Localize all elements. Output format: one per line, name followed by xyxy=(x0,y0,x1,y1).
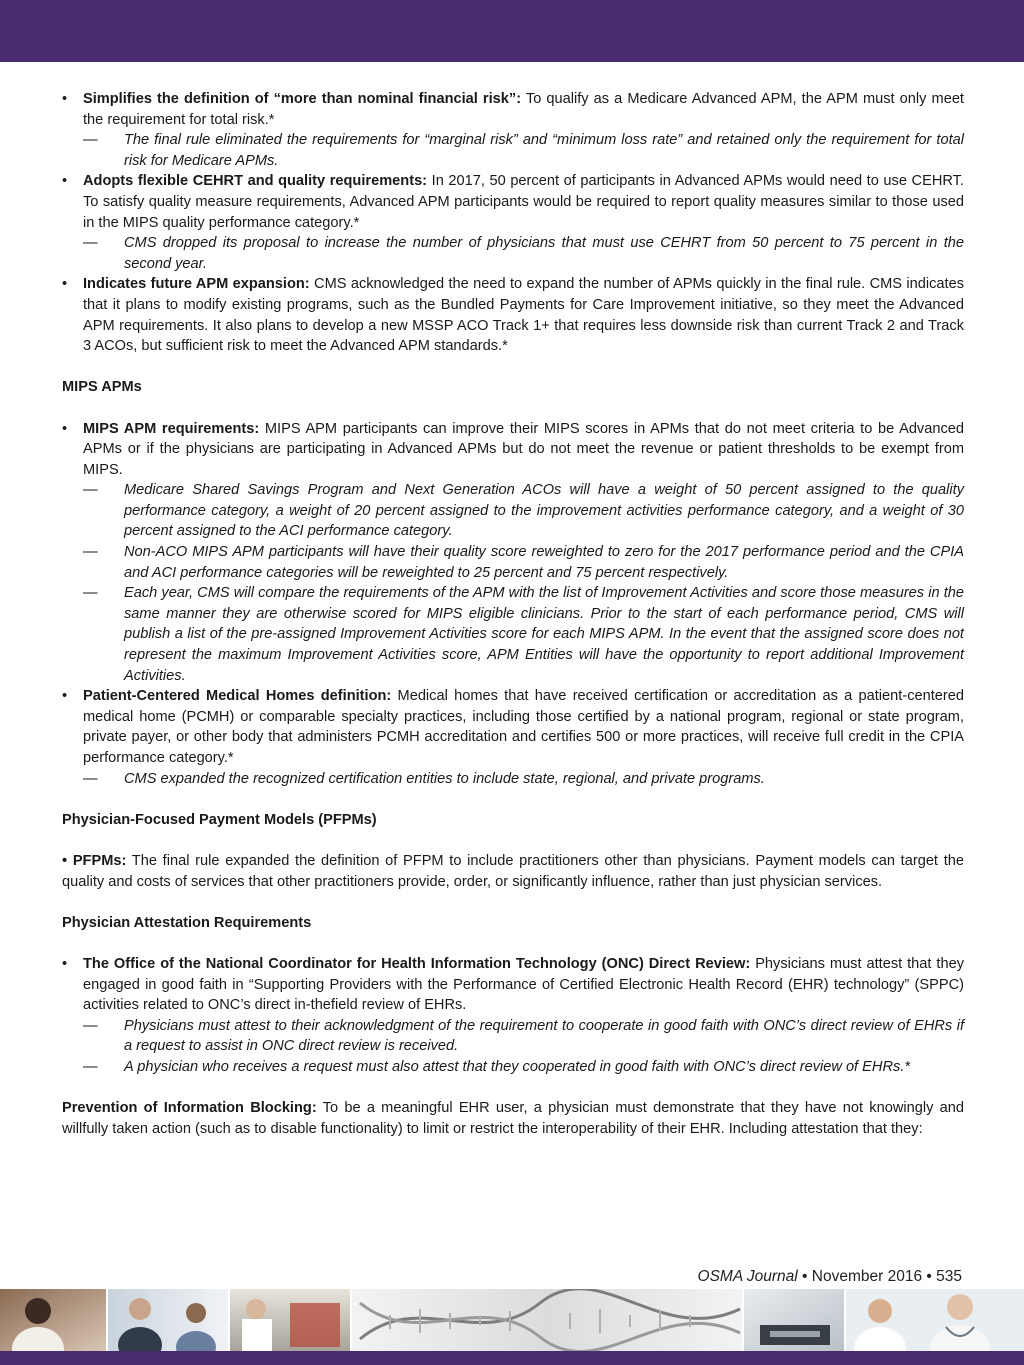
bullet-onc-direct-review xyxy=(62,954,964,1016)
dash-mark: — xyxy=(83,482,98,499)
footer-journal: OSMA Journal xyxy=(697,1268,798,1285)
dash-mark: — xyxy=(83,1058,98,1075)
dash-mark: — xyxy=(83,585,98,602)
prevention-paragraph xyxy=(62,1098,964,1139)
sub-item-text: CMS dropped its proposal to increase the number of physicians that must use CEHRT from 50 percent to 75 percent in the second year. xyxy=(124,235,964,272)
attestation-list xyxy=(62,954,964,1078)
bullet-dot: • xyxy=(62,688,68,705)
bullet-mips-apm-requirements xyxy=(62,419,964,481)
dash-mark: — xyxy=(83,544,98,561)
bottom-bar xyxy=(0,1351,1024,1365)
heading-attestation: Physician Attestation Requirements xyxy=(62,914,312,931)
sub-item xyxy=(62,233,964,274)
bullet-lead: Indicates future APM expansion: xyxy=(83,276,310,293)
bullet-dot: • xyxy=(62,276,68,293)
prevention-lead: Prevention of Information Blocking: xyxy=(62,1100,317,1117)
bullet-cehrt xyxy=(62,171,964,233)
dash-mark: — xyxy=(83,770,98,787)
prevention-text: To be a meaningful EHR user, a physician must demonstrate that they have not knowingly and willfully taken action (such as to disable functionality) to limit or restrict the interoperability of their EHR. Including attestation that they: xyxy=(62,1100,964,1137)
bullet-text: To qualify as a Medicare Advanced APM, the APM must only meet the requirement for total risk.* xyxy=(83,91,964,128)
heading-pfpm: Physician-Focused Payment Models (PFPMs) xyxy=(62,811,377,828)
bullet-text: CMS acknowledged the need to expand the number of APMs quickly in the final rule. CMS indicates that it plans to modify existing programs, such as the Bundled Payments for Care Improvement initiative, so they meet the Advanced APM requirements. It also plans to develop a new MSSP ACO Track 1+ that requires less downside risk than current Track 2 and Track 3 ACOs, but sufficient risk to meet the Advanced APM standards.* xyxy=(83,276,965,355)
sub-item-text: Each year, CMS will compare the requirements of the APM with the list of Improvement Activities and score those measures in the same manner they are otherwise scored for MIPS eligible clinicians. Prior to the start of each performance period, CMS will publish a list of the pre-assigned Improvement Activities score for each MIPS APM. In the event that the assigned score does not represent the maximum Improvement Activities score, APM Entities will have the opportunity to report additional Improvement Activities. xyxy=(124,585,964,684)
bullet-dot: • xyxy=(62,955,68,972)
sub-item xyxy=(62,769,964,790)
bullet-text: MIPS APM participants can improve their MIPS scores in APMs that do not meet criteria to be Advanced APMs or if the physicians are participating in Advanced APMs but do not meet the revenue or patient thresholds to be exempt from MIPS. xyxy=(83,420,964,478)
page-number: 535 xyxy=(936,1268,962,1285)
footer-date: November 2016 xyxy=(811,1268,923,1285)
bullet-text: Medical homes that have received certification or accreditation as a patient-centered medical home (PCMH) or comparable specialty practices, including those certified by a national program, regional or state program, private payer, or other body that administers PCMH accreditation and certifies 500 or more practices, will receive full credit in the CPIA performance category.* xyxy=(83,688,964,766)
sub-item-text: CMS expanded the recognized certification entities to include state, regional, and private programs. xyxy=(124,770,765,787)
sub-item xyxy=(62,583,964,686)
photo-collage-image xyxy=(0,1289,1024,1351)
footer-separator: • xyxy=(797,1268,812,1285)
bullet-lead: Simplifies the definition of “more than nominal financial risk”: xyxy=(83,91,522,107)
footer-separator: • xyxy=(922,1268,937,1285)
sub-item xyxy=(62,542,964,583)
bullet-dot: • xyxy=(62,91,68,107)
heading-mips-apms: MIPS APMs xyxy=(62,379,142,396)
sub-item xyxy=(62,1016,964,1057)
bullet-dot: • xyxy=(62,420,68,437)
page-footer xyxy=(698,1268,962,1286)
article-body xyxy=(62,89,964,1139)
bullet-lead: Adopts flexible CEHRT and quality requirements: xyxy=(83,173,428,190)
bullet-text: In 2017, 50 percent of participants in Advanced APMs would need to use CEHRT. To satisfy quality measure requirements, Advanced APM participants would be required to report quality measures similar to those used in the MIPS quality performance category.* xyxy=(83,173,964,231)
dash-mark: — xyxy=(83,1017,98,1034)
bullet-apm-expansion xyxy=(62,274,964,356)
sub-item xyxy=(62,480,964,542)
bullet-lead: MIPS APM requirements: xyxy=(83,420,260,437)
sub-item-text: A physician who receives a request must also attest that they cooperated in good faith with ONC’s direct review of EHRs.* xyxy=(124,1058,911,1075)
sub-item-text: Non-ACO MIPS APM participants will have their quality score reweighted to zero for the 2017 performance period and the CPIA and ACI performance categories will be reweighted to 25 percent and 75 percent respectively. xyxy=(124,544,964,581)
mips-apm-list xyxy=(62,419,964,790)
advanced-apm-list xyxy=(62,89,964,357)
dash-mark: — xyxy=(83,132,98,149)
header-bar xyxy=(0,0,1024,62)
dash-mark: — xyxy=(83,235,98,252)
sub-item-text: The final rule eliminated the requirements for “marginal risk” and “minimum loss rate” and retained only the requirement for total risk for Medicare APMs. xyxy=(124,132,964,169)
pfpm-lead: • PFPMs: xyxy=(62,852,127,869)
bullet-dot: • xyxy=(62,173,68,190)
sub-item-text: Medicare Shared Savings Program and Next Generation ACOs will have a weight of 50 percent assigned to the quality performance category, a weight of 20 percent assigned to the improvement activities performance category, and a weight of 30 percent assigned to the ACI performance category. xyxy=(124,482,964,540)
bullet-lead: The Office of the National Coordinator for Health Information Technology (ONC) Direct Review: xyxy=(83,955,751,972)
sub-item xyxy=(62,1057,964,1078)
bullet-lead: Patient-Centered Medical Homes definition: xyxy=(83,688,392,705)
sub-item xyxy=(62,130,964,171)
pfpm-text: The final rule expanded the definition of PFPM to include practitioners other than physicians. Payment models can target the quality and costs of services that other practitioners provide, order, or significantly influence, rather than just physician services. xyxy=(62,852,964,890)
sub-item-text: Physicians must attest to their acknowledgment of the requirement to cooperate in good faith with ONC’s direct review of EHRs if a request to assist in ONC direct review is received. xyxy=(124,1017,964,1055)
photo-strip xyxy=(0,1289,1024,1351)
bullet-nominal-risk xyxy=(62,89,964,130)
bullet-pcmh-definition xyxy=(62,686,964,768)
bullet-text: Physicians must attest that they engaged in good faith in “Supporting Providers with the Performance of Certified Electronic Health Record (EHR) technology” (SPPC) activities related to ONC’s direct in-thefield review of EHRs. xyxy=(83,955,965,1014)
pfpm-paragraph xyxy=(62,851,964,892)
